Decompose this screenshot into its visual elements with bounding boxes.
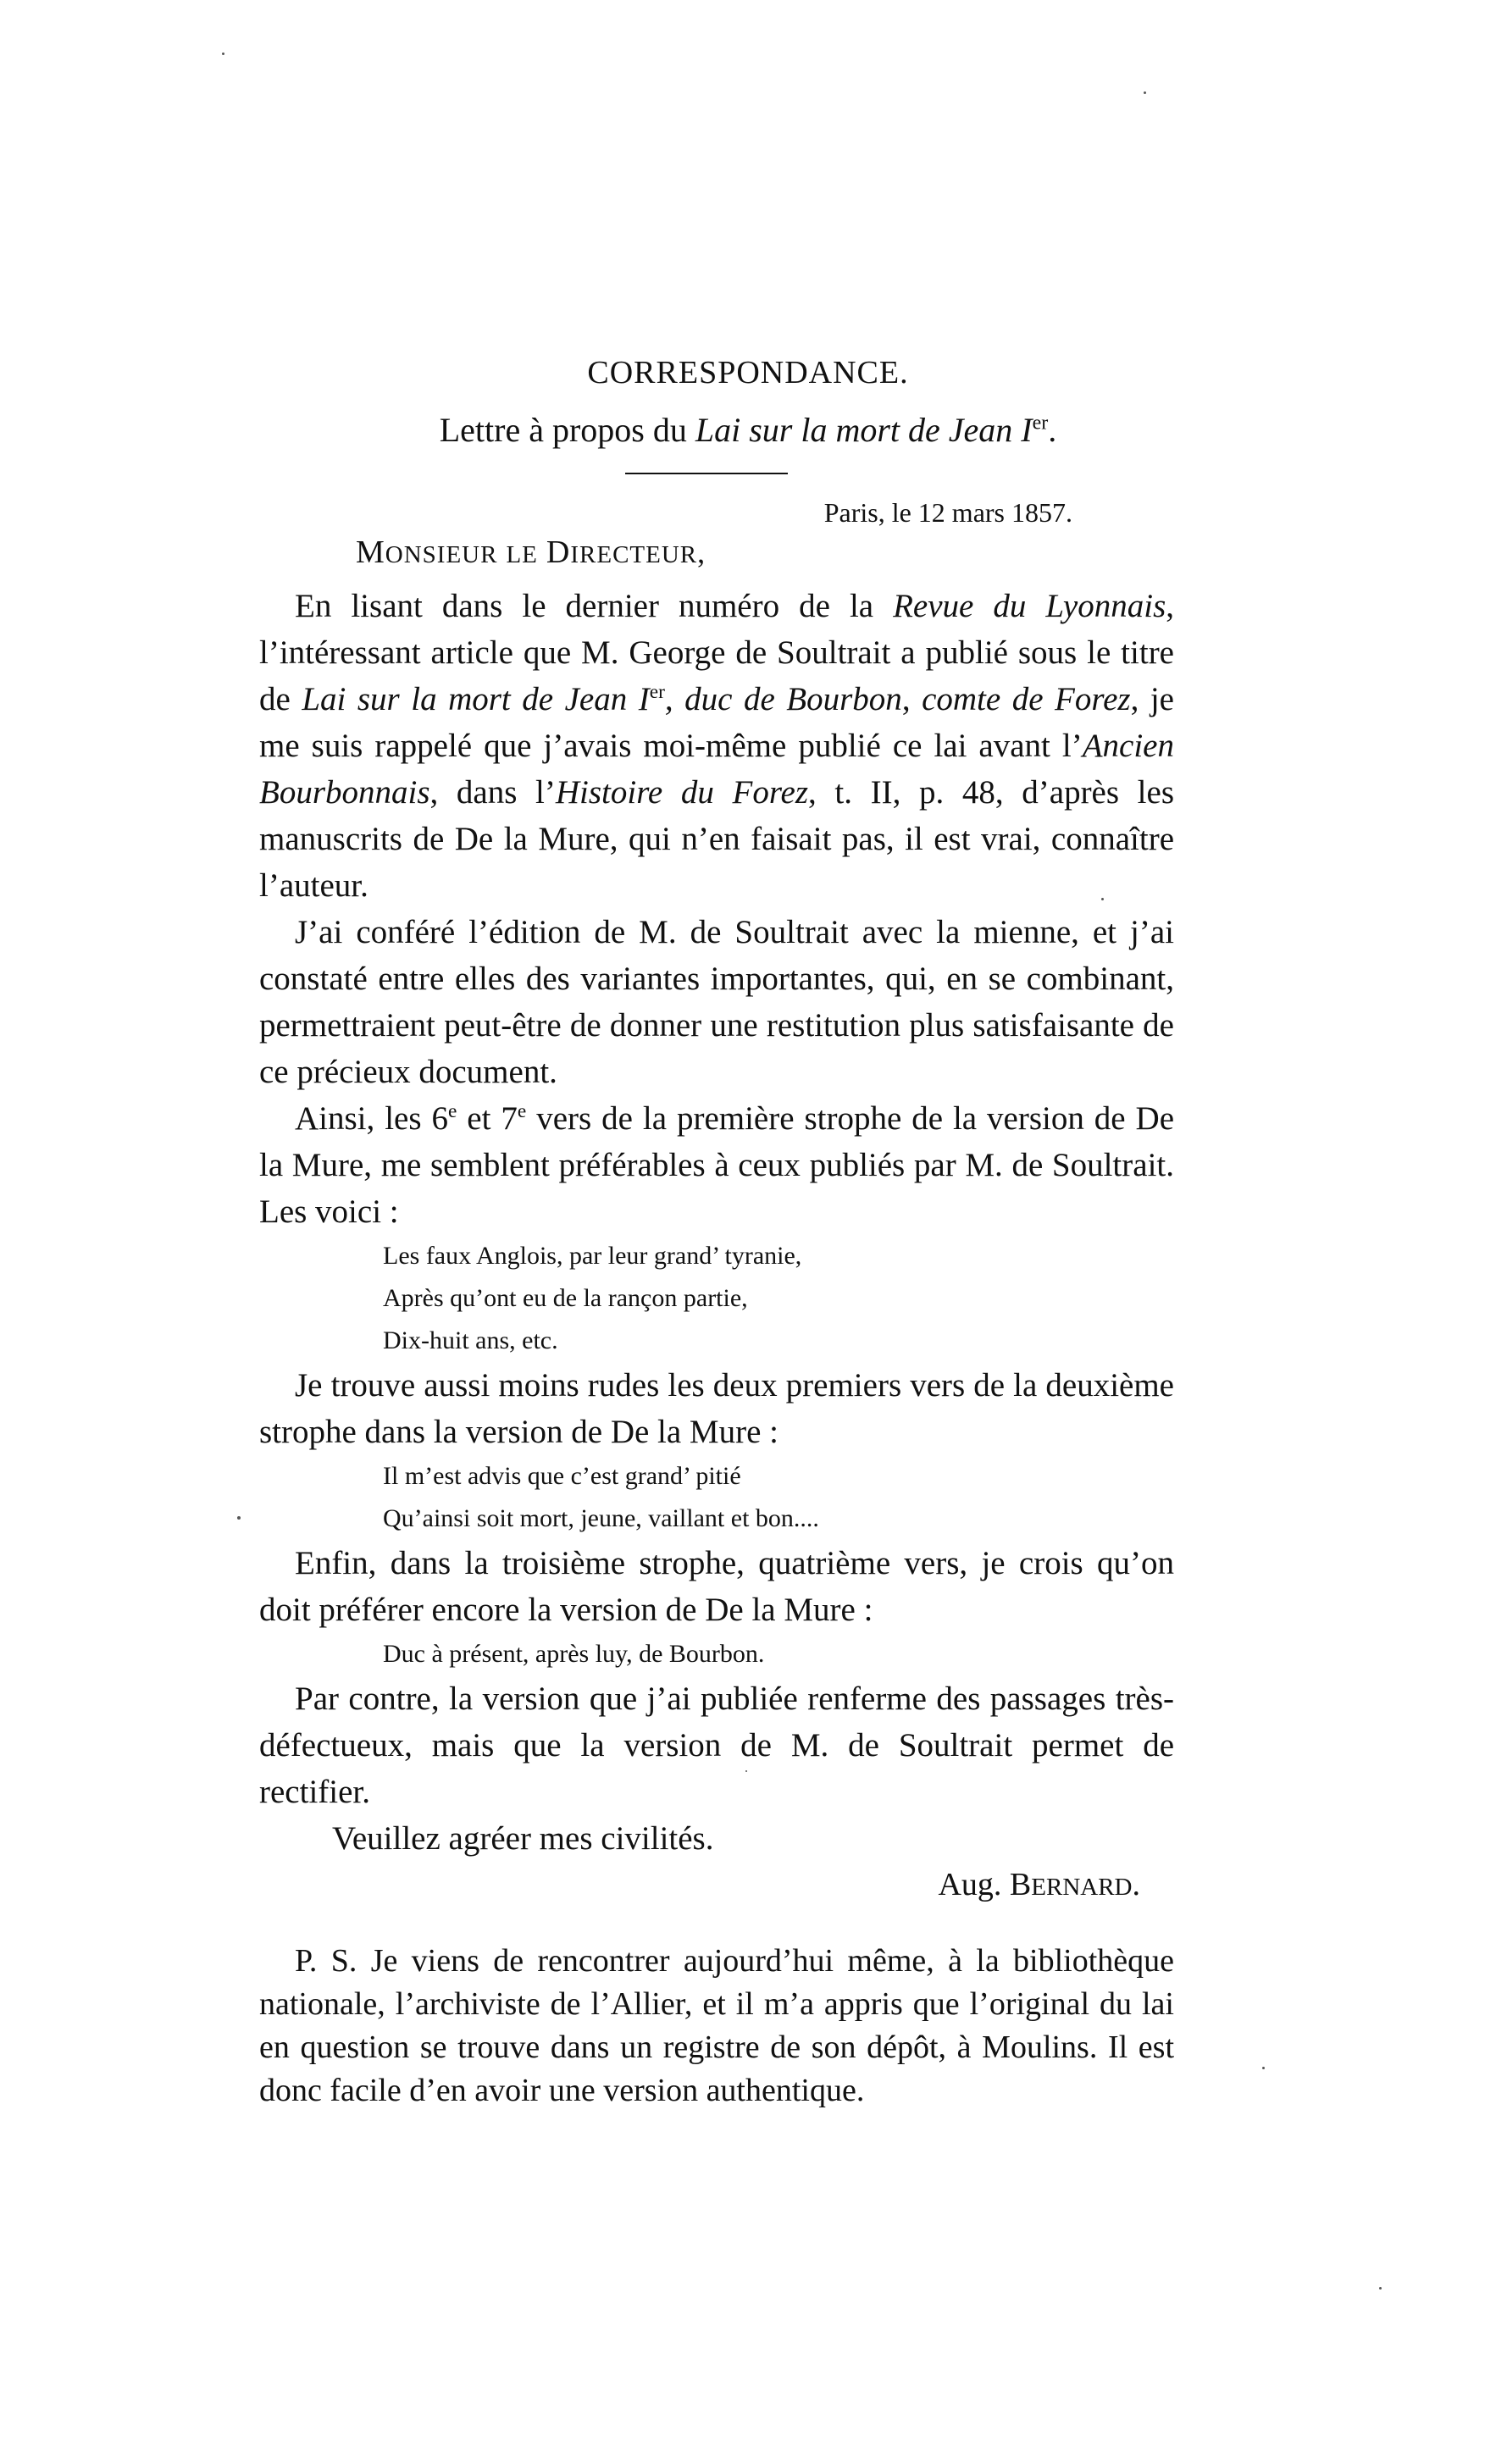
signature [259,1862,1174,1911]
p1-italic-1: Revue du Lyonnais [893,588,1166,624]
closing-formula: Veuillez agréer mes civilités. [332,1820,714,1857]
salutation-rest-3: IRECTEUR [570,541,698,568]
verse-line: Les faux Anglois, par leur grand’ tyranie, [383,1242,802,1270]
subtitle-suffix: . [1048,411,1057,449]
verse-quote-1 [259,1235,1174,1362]
speck [1379,2287,1382,2290]
salutation-rest-1: ONSIEUR [385,541,498,568]
p3-text-1: Ainsi, les 6 [295,1100,448,1137]
p3-superscript-1: e [447,1100,457,1122]
subtitle-prefix: Lettre à propos du [439,411,695,449]
p1-italic-5: Ancien Bourbonnais [259,728,1174,811]
dateline: Paris, le 12 mars 1857. [823,497,1072,528]
speck [237,1516,241,1520]
verse-line: Duc à présent, après luy, de Bourbon. [383,1640,765,1668]
speck [1101,898,1104,900]
postscript: P. S. Je viens de rencontrer aujourd’hui même, à la bibliothèque nationale, l’archiviste de l’Allier, et il m’a appris que l’original du lai en question se trouve dans un registre de son dépôt, à Moulins. Il est donc facile d’en avoir une version authentique. [259,1943,1174,2108]
verse-line: Après qu’ont eu de la rançon partie, [383,1284,748,1312]
letter-body [259,583,1174,2145]
p1-italic-4: comte de Forez [922,681,1131,717]
p1-text-3: , [901,681,923,717]
p3-text-2: et 7 [457,1100,518,1137]
paragraph-1 [259,583,1174,909]
subtitle-superscript: er [1032,412,1049,435]
p1-text-1: En lisant dans le dernier numéro de la [295,588,894,624]
p1-text-6: , t. II, p. 48, d’après les manuscrits de De la Mure, qui n’en faisait pas, il est vrai, connaître l’auteur. [259,774,1174,904]
title-rule [625,473,788,474]
p1-italic-3: , duc de Bourbon [664,681,902,717]
p1-text-4: , je me suis rappelé que j’avais moi-même publié ce lai avant l’ [259,681,1174,764]
speck [1262,2067,1265,2069]
paragraph-6: Par contre, la version que j’ai publiée renferme des passages très-défectueux, mais que la version de M. de Soultrait permet de rectifier. [259,1681,1174,1810]
signature-rest: ERNARD [1031,1874,1133,1901]
verse-quote-2 [259,1455,1174,1540]
paragraph-3 [259,1095,1174,1235]
subtitle-italic-title: Lai sur la mort de Jean I [695,411,1033,449]
verse-quote-3 [259,1633,1174,1675]
signature-first: Aug. [938,1867,1010,1902]
salutation [356,534,706,571]
p1-text-2: , l’intéressant article que M. George de Soultrait a publié sous le titre de [259,588,1174,717]
letter-subtitle [0,410,1496,450]
signature-period: . [1132,1867,1140,1902]
salutation-cap-3: D [546,534,571,570]
section-heading: CORRESPONDANCE. [587,355,909,390]
verse-line: Qu’ainsi soit mort, jeune, vaillant et bon.... [383,1504,819,1532]
p1-italic-6: Histoire du Forez [555,774,809,811]
speck [1144,91,1146,94]
salutation-cap-1: M [356,534,385,570]
verse-line: Dix-huit ans, etc. [383,1326,558,1354]
p3-text-3: vers de la première strophe de la version de De la Mure, me semblent préférables à ceux publiés par M. de Soultrait. Les voici : [259,1100,1175,1230]
paragraph-5: Enfin, dans la troisième strophe, quatrième vers, je crois qu’on doit préférer encore la version de De la Mure : [259,1545,1174,1628]
p3-superscript-2: e [517,1100,527,1122]
signature-cap: B [1009,1867,1032,1902]
verse-line: Il m’est advis que c’est grand’ pitié [383,1462,741,1490]
paragraph-4: Je trouve aussi moins rudes les deux premiers vers de la deuxième strophe dans la version de De la Mure : [259,1367,1174,1450]
p1-italic-2: Lai sur la mort de Jean I [302,681,650,717]
speck [222,53,224,55]
p1-text-5: , dans l’ [429,774,556,811]
speck [745,1770,747,1772]
salutation-word-2: LE [506,541,538,568]
p1-superscript: er [649,681,665,703]
paragraph-2: J’ai conféré l’édition de M. de Soultrait avec la mienne, et j’ai constaté entre elles des variantes importantes, qui, en se combinant, permettraient peut-être de donner une restitution plus satisfaisante de ce précieux document. [259,914,1174,1090]
salutation-comma: , [697,535,706,569]
